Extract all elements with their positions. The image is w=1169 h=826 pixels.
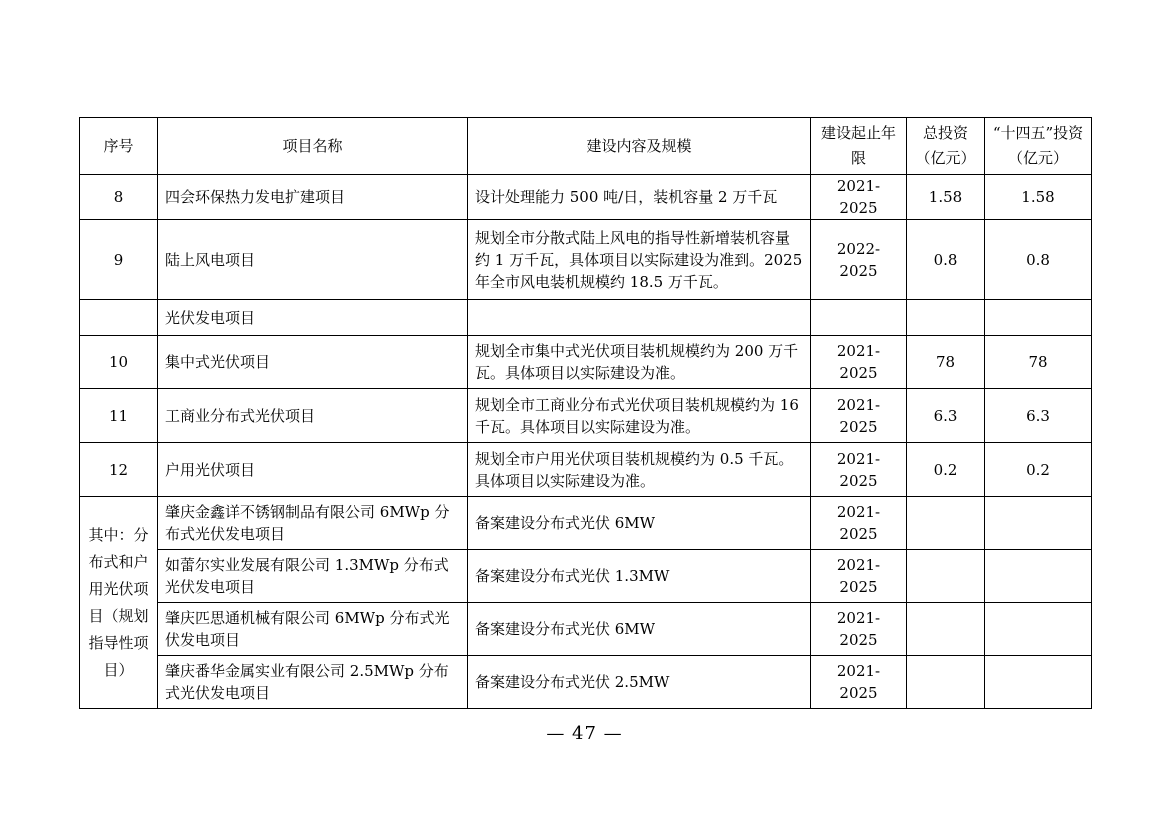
- group-item-name: 如蕾尔实业发展有限公司 1.3MWp 分布式光伏发电项目: [158, 550, 468, 603]
- row-content: 规划全市集中式光伏项目装机规模约为 200 万千瓦。具体项目以实际建设为准。: [468, 336, 811, 389]
- section-row: [80, 300, 1092, 336]
- section-empty-cell: [468, 300, 811, 336]
- row-name: 集中式光伏项目: [158, 336, 468, 389]
- table-row: [80, 175, 1092, 220]
- row-total: 1.58: [907, 175, 985, 220]
- header-name: 项目名称: [158, 118, 468, 175]
- row-seq: 11: [80, 389, 158, 443]
- row-content: 规划全市工商业分布式光伏项目装机规模约为 16 千瓦。具体项目以实际建设为准。: [468, 389, 811, 443]
- row-period: 2022-2025: [811, 220, 907, 300]
- group-item-content: 备案建设分布式光伏 2.5MW: [468, 656, 811, 709]
- group-row: [80, 497, 1092, 550]
- empty-cell: [907, 603, 985, 656]
- group-label: 其中：分布式和户用光伏项目（规划指导性项目）: [80, 497, 158, 709]
- row-fyp: 78: [985, 336, 1092, 389]
- row-total: 0.8: [907, 220, 985, 300]
- row-period: 2021-2025: [811, 336, 907, 389]
- group-item-period: 2021-2025: [811, 656, 907, 709]
- row-period: 2021-2025: [811, 443, 907, 497]
- row-name: 陆上风电项目: [158, 220, 468, 300]
- table-row: [80, 443, 1092, 497]
- section-title: 光伏发电项目: [158, 300, 468, 336]
- group-item-name: 肇庆匹思通机械有限公司 6MWp 分布式光伏发电项目: [158, 603, 468, 656]
- empty-cell: [907, 497, 985, 550]
- empty-cell: [907, 550, 985, 603]
- row-content: 规划全市分散式陆上风电的指导性新增装机容量约 1 万千瓦，具体项目以实际建设为准到。2025 年全市风电装机规模约 18.5 万千瓦。: [468, 220, 811, 300]
- table-row: [80, 389, 1092, 443]
- row-name: 四会环保热力发电扩建项目: [158, 175, 468, 220]
- section-empty-cell: [985, 300, 1092, 336]
- empty-cell: [907, 656, 985, 709]
- group-item-content: 备案建设分布式光伏 6MW: [468, 497, 811, 550]
- group-row: [80, 550, 1092, 603]
- row-seq: 12: [80, 443, 158, 497]
- row-name: 户用光伏项目: [158, 443, 468, 497]
- row-content: 设计处理能力 500 吨/日，装机容量 2 万千瓦: [468, 175, 811, 220]
- section-empty-cell: [907, 300, 985, 336]
- row-seq: 8: [80, 175, 158, 220]
- header-total: 总投资（亿元）: [907, 118, 985, 175]
- group-item-name: 肇庆金鑫详不锈钢制品有限公司 6MWp 分布式光伏发电项目: [158, 497, 468, 550]
- empty-cell: [985, 656, 1092, 709]
- empty-cell: [985, 603, 1092, 656]
- group-item-period: 2021-2025: [811, 497, 907, 550]
- group-item-period: 2021-2025: [811, 550, 907, 603]
- row-seq: 10: [80, 336, 158, 389]
- row-fyp: 0.8: [985, 220, 1092, 300]
- row-name: 工商业分布式光伏项目: [158, 389, 468, 443]
- group-row: [80, 603, 1092, 656]
- row-seq: 9: [80, 220, 158, 300]
- empty-cell: [985, 550, 1092, 603]
- group-item-name: 肇庆番华金属实业有限公司 2.5MWp 分布式光伏发电项目: [158, 656, 468, 709]
- header-seq: 序号: [80, 118, 158, 175]
- header-period: 建设起止年限: [811, 118, 907, 175]
- table-row: [80, 220, 1092, 300]
- project-table: [79, 117, 1092, 709]
- group-item-period: 2021-2025: [811, 603, 907, 656]
- row-fyp: 1.58: [985, 175, 1092, 220]
- row-period: 2021-2025: [811, 175, 907, 220]
- row-fyp: 6.3: [985, 389, 1092, 443]
- group-row: [80, 656, 1092, 709]
- row-total: 6.3: [907, 389, 985, 443]
- group-item-content: 备案建设分布式光伏 6MW: [468, 603, 811, 656]
- row-content: 规划全市户用光伏项目装机规模约为 0.5 千瓦。具体项目以实际建设为准。: [468, 443, 811, 497]
- row-total: 0.2: [907, 443, 985, 497]
- header-fyp: “十四五”投资（亿元）: [985, 118, 1092, 175]
- group-item-content: 备案建设分布式光伏 1.3MW: [468, 550, 811, 603]
- header-row: [80, 118, 1092, 175]
- table-row: [80, 336, 1092, 389]
- row-fyp: 0.2: [985, 443, 1092, 497]
- row-total: 78: [907, 336, 985, 389]
- section-empty-cell: [80, 300, 158, 336]
- empty-cell: [985, 497, 1092, 550]
- section-empty-cell: [811, 300, 907, 336]
- header-content: 建设内容及规模: [468, 118, 811, 175]
- row-period: 2021-2025: [811, 389, 907, 443]
- page-number: — 47 —: [546, 723, 623, 744]
